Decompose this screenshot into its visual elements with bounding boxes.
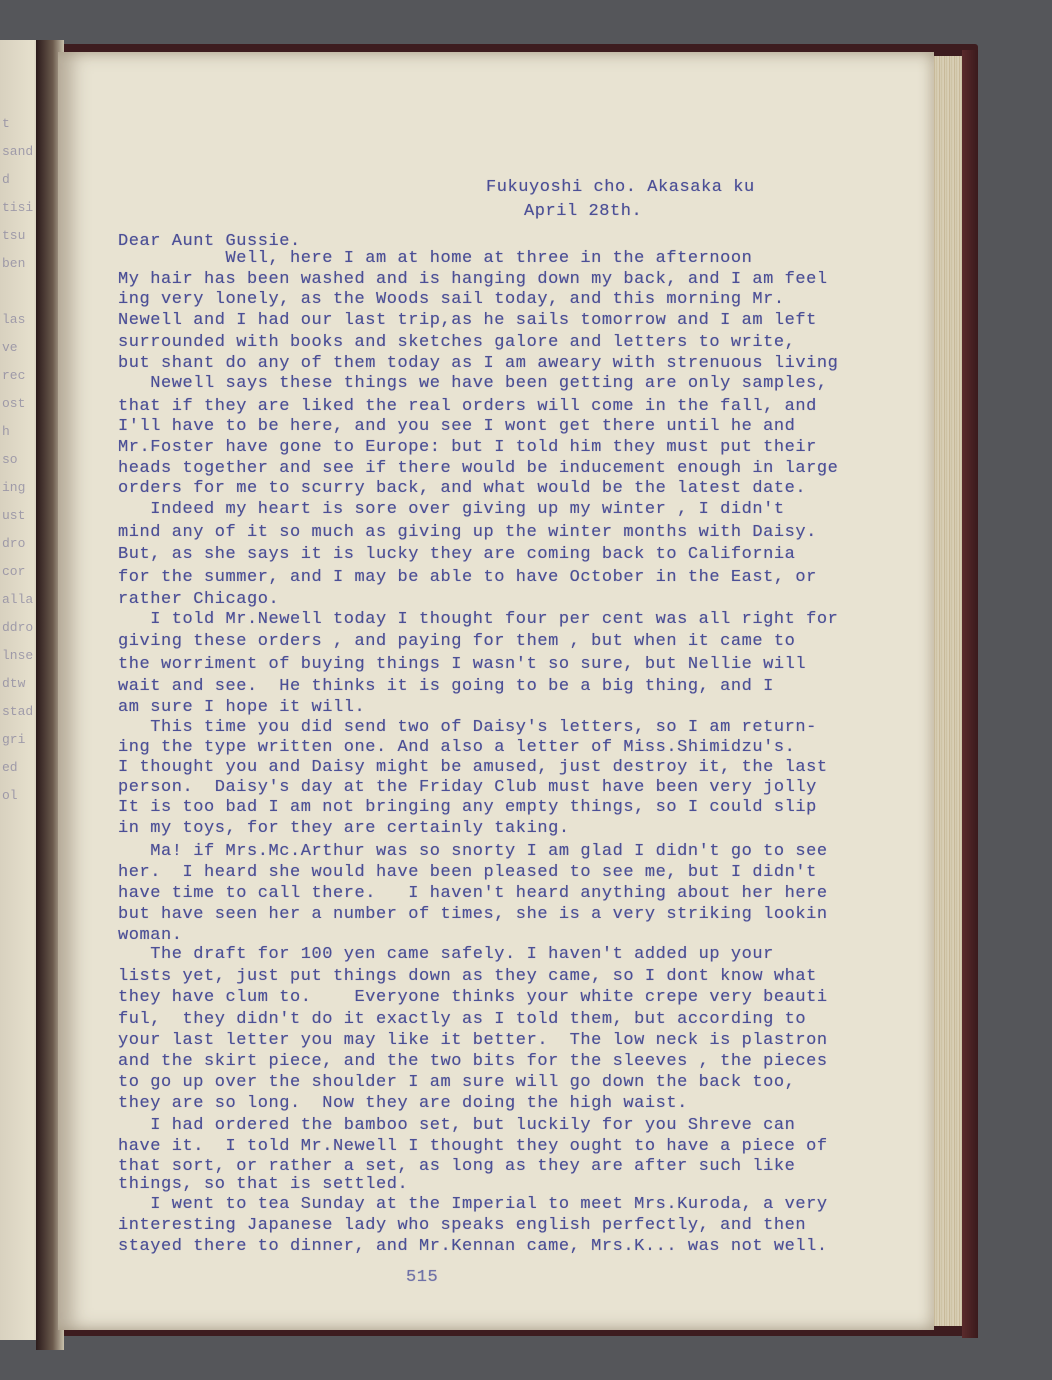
page-edges — [930, 56, 964, 1326]
text-line: in my toys, for they are certainly taking. — [118, 819, 570, 838]
text-line: but shant do any of them today as I am aweary with strenuous living — [118, 354, 839, 373]
text-line: and the skirt piece, and the two bits for the sleeves , the pieces — [118, 1052, 828, 1071]
text-line: I had ordered the bamboo set, but luckily for you Shreve can — [118, 1116, 796, 1135]
book-cover-right — [962, 50, 978, 1338]
text-line: I'll have to be here, and you see I wont get there until he and — [118, 417, 796, 436]
text-line: wait and see. He thinks it is going to be a big thing, and I — [118, 677, 774, 696]
text-line: interesting Japanese lady who speaks english perfectly, and then — [118, 1216, 807, 1235]
text-line: that if they are liked the real orders will come in the fall, and — [118, 397, 817, 416]
text-line: I went to tea Sunday at the Imperial to meet Mrs.Kuroda, a very — [118, 1195, 828, 1214]
text-line: I told Mr.Newell today I thought four per cent was all right for — [118, 610, 839, 629]
text-line: have it. I told Mr.Newell I thought they ought to have a piece of — [118, 1137, 828, 1156]
text-line: have time to call there. I haven't heard anything about her here — [118, 884, 828, 903]
text-line: woman. — [118, 926, 183, 945]
text-line: am sure I hope it will. — [118, 698, 366, 717]
text-line: I thought you and Daisy might be amused, just destroy it, the last — [118, 758, 828, 777]
text-line: ing the type written one. And also a letter of Miss.Shimidzu's. — [118, 738, 796, 757]
text-line: stayed there to dinner, and Mr.Kennan came, Mrs.K... was not well. — [118, 1237, 828, 1256]
text-line: rather Chicago. — [118, 590, 280, 609]
text-line: orders for me to scurry back, and what would be the latest date. — [118, 479, 807, 498]
typed-letter-page — [58, 52, 934, 1330]
text-line: ing very lonely, as the Woods sail today, and this morning Mr. — [118, 290, 785, 309]
text-line: person. Daisy's day at the Friday Club must have been very jolly — [118, 778, 817, 797]
text-line: that sort, or rather a set, as long as they are after such like — [118, 1157, 796, 1176]
page-number: 515 — [406, 1268, 439, 1287]
text-line: Indeed my heart is sore over giving up my winter , I didn't — [118, 500, 785, 519]
text-line: things, so that is settled. — [118, 1175, 409, 1194]
letter-date: April 28th. — [524, 202, 643, 221]
text-line: heads together and see if there would be inducement enough in large — [118, 459, 839, 478]
text-line: mind any of it so much as giving up the winter months with Daisy. — [118, 523, 817, 542]
text-line: giving these orders , and paying for them , but when it came to — [118, 632, 796, 651]
text-line: Well, here I am at home at three in the afternoon — [118, 249, 753, 268]
text-line: Ma! if Mrs.Mc.Arthur was so snorty I am glad I didn't go to see — [118, 842, 828, 861]
letter-address: Fukuyoshi cho. Akasaka ku — [486, 178, 755, 197]
text-line: Mr.Foster have gone to Europe: but I told him they must put their — [118, 438, 817, 457]
left-page-text-fragment: t sand d tisi tsu ben las ve rec ost h so ing ust dro cor alla ddro lnse dtw stad gri ed ol — [2, 116, 34, 803]
text-line: Newell says these things we have been getting are only samples, — [118, 374, 828, 393]
salutation: Dear Aunt Gussie. — [118, 232, 301, 251]
text-line: your last letter you may like it better. The low neck is plastron — [118, 1031, 828, 1050]
text-line: the worriment of buying things I wasn't so sure, but Nellie will — [118, 655, 807, 674]
text-line: This time you did send two of Daisy's letters, so I am return- — [118, 718, 817, 737]
text-line: But, as she says it is lucky they are coming back to California — [118, 545, 796, 564]
text-line: for the summer, and I may be able to have October in the East, or — [118, 568, 817, 587]
text-line: Newell and I had our last trip,as he sails tomorrow and I am left — [118, 311, 817, 330]
text-line: lists yet, just put things down as they came, so I dont know what — [118, 967, 817, 986]
text-line: surrounded with books and sketches galore and letters to write, — [118, 333, 796, 352]
text-line: The draft for 100 yen came safely. I haven't added up your — [118, 945, 774, 964]
text-line: to go up over the shoulder I am sure will go down the back too, — [118, 1073, 796, 1092]
text-line: ful, they didn't do it exactly as I told them, but according to — [118, 1010, 807, 1029]
text-line: they are so long. Now they are doing the high waist. — [118, 1094, 688, 1113]
text-line: they have clum to. Everyone thinks your white crepe very beauti — [118, 988, 828, 1007]
text-line: but have seen her a number of times, she is a very striking lookin — [118, 905, 828, 924]
text-line: My hair has been washed and is hanging down my back, and I am feel — [118, 270, 828, 289]
typed-text — [58, 52, 934, 1330]
text-line: her. I heard she would have been pleased to see me, but I didn't — [118, 863, 817, 882]
text-line: It is too bad I am not bringing any empty things, so I could slip — [118, 798, 817, 817]
